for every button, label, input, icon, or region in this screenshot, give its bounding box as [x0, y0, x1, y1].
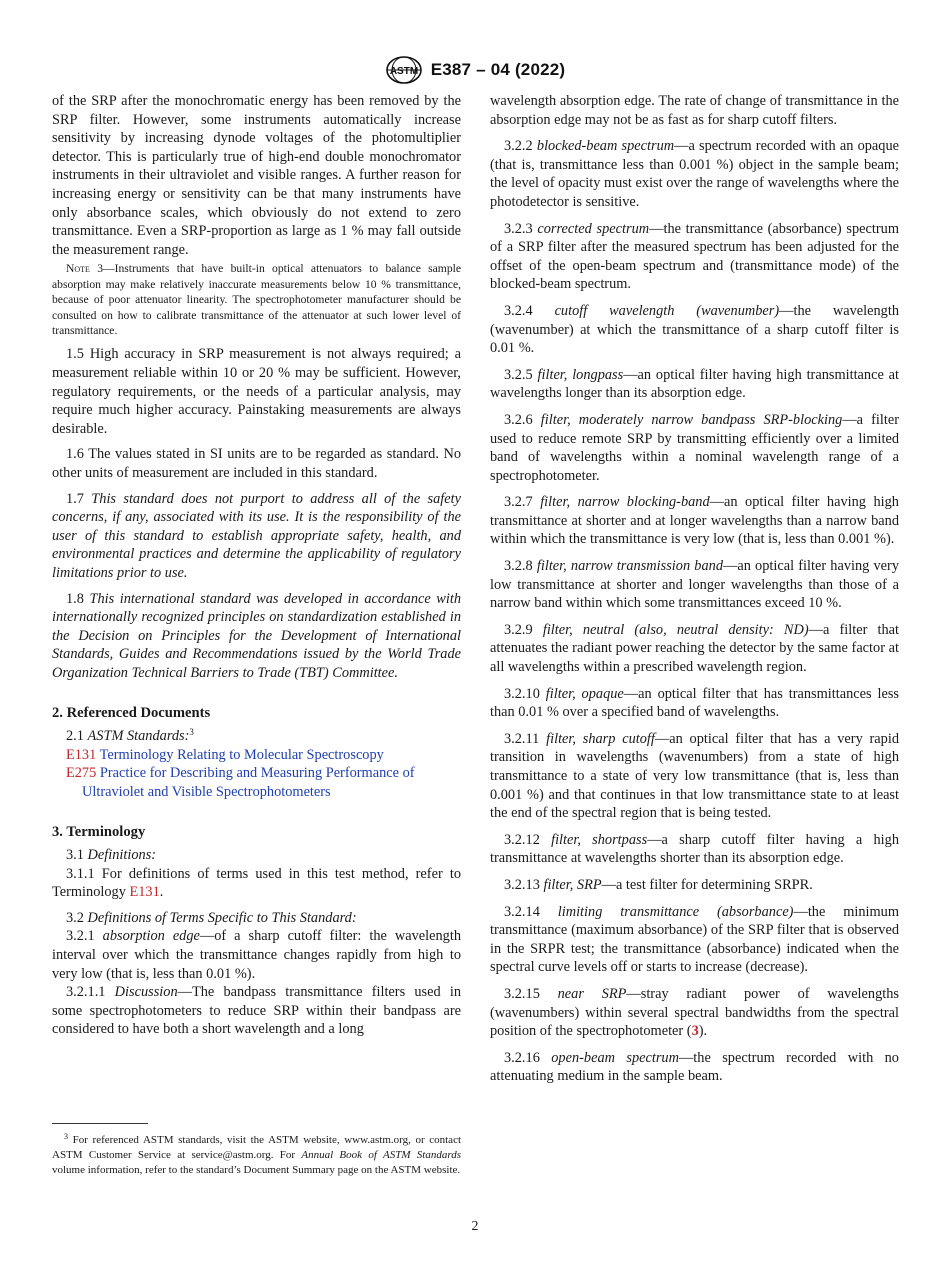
section-1-5: 1.5 High accuracy in SRP measurement is not always required; a measurement reliable within 10 or 20 % may be sufficient. However, regulatory requirements, or the needs of a particular analysis, may require much higher accuracy. Painstaking measurements are always desirable. [52, 346, 461, 437]
logo-text: ASTM [389, 66, 418, 77]
discussion-label: Discussion [114, 984, 178, 1001]
definition-term: absorption edge [102, 928, 200, 945]
section-3-1-1 [52, 865, 461, 902]
note-3 [52, 261, 461, 338]
definition-number: 3.2.6 [504, 411, 533, 428]
reference-link-e275[interactable] [52, 764, 461, 801]
definition-term: near SRP [557, 985, 627, 1002]
definition-term: filter, SRP [543, 876, 602, 893]
definition-number: 3.2.2 [504, 138, 533, 155]
definition-3-2-3 [490, 220, 899, 294]
definition-3-2-4 [490, 302, 899, 358]
definition-term: filter, opaque [545, 685, 624, 702]
definition-text: —of a sharp cutoff filter: the wavelength interval over which the transmittance changes rapidly from high to very low (that is, less than 0.01 %). [52, 928, 461, 982]
citation-link[interactable]: 3 [691, 1023, 699, 1040]
section-3-1-1-text: 3.1.1 For definitions of terms used in this test method, refer to Terminology [52, 865, 461, 901]
terminology-link-e131[interactable]: E131 [129, 884, 160, 901]
definition-3-2-8 [490, 557, 899, 613]
definition-3-2-2 [490, 137, 899, 211]
definition-number: 3.2.15 [504, 985, 540, 1002]
definition-term: limiting transmittance (absorbance) [557, 903, 794, 920]
section-1-8 [52, 590, 461, 683]
section-1-6: 1.6 The values stated in SI units are to be regarded as standard. No other units of measurement are included in this standard. [52, 446, 461, 481]
definition-term: filter, moderately narrow bandpass SRP-blocking [540, 411, 843, 428]
reference-title[interactable]: Terminology Relating to Molecular Spectroscopy [99, 746, 384, 763]
definition-text: —an optical filter that has a very rapid transition in wavelengths (wavenumbers) from a state of high transmittance to a state of very low transmittance (that is, less than 0.001 %) and that continues in that low transmittance state to at least the end of the spectral region that is being tested. [490, 730, 899, 822]
definition-3-2-13 [490, 876, 899, 895]
section-2-1 [52, 727, 461, 746]
heading-referenced-documents: 2. Referenced Documents [52, 705, 211, 722]
definition-3-2-12 [490, 831, 899, 868]
definition-number: 3.2.13 [504, 876, 540, 893]
definition-3-2-6 [490, 411, 899, 485]
section-3-1 [52, 846, 461, 865]
definition-term: filter, shortpass [551, 831, 648, 848]
definition-term: filter, longpass [537, 366, 624, 383]
section-number: 3.1 [66, 847, 84, 864]
definition-number: 3.2.9 [504, 621, 533, 638]
definition-text: —a spectrum recorded with an opaque (that is, transmittance less than 0.001 %) object in the sample beam; the level of opacity must exist over the range of wavelengths where the photodetector is sensitive. [490, 138, 899, 210]
definition-text: —a test filter for determining SRPR. [601, 876, 813, 893]
footnote-divider [52, 1123, 148, 1124]
footnote-3 [52, 1133, 461, 1177]
definitions-list [490, 137, 899, 977]
discussion-text: —The bandpass transmittance filters used in some spectrophotometers to reduce SRP within their bandpass are considered to have both a short wavelength and a long [52, 984, 461, 1038]
astm-logo-icon [385, 55, 423, 85]
definition-number: 3.2.11 [504, 730, 540, 747]
definition-number: 3.2.10 [504, 685, 540, 702]
definition-number: 3.2.1 [66, 928, 95, 945]
heading-terminology: 3. Terminology [52, 824, 146, 841]
definition-3-2-15 [490, 985, 899, 1041]
reference-id[interactable]: E275 [66, 765, 97, 782]
definition-3-2-7 [490, 493, 899, 549]
note-text: —Instruments that have built-in optical attenuators to balance sample absorption may make relatively inaccurate measurements below 10 % transmittance, because of poor attenuator linearity. The spectrophotometer manufacturer should be consulted on how to calibrate transmittance of the attenuator at such lower level of transmittance. [52, 262, 461, 337]
section-number: 2.1 [66, 728, 84, 745]
standard-title: E387 – 04 (2022) [430, 60, 566, 79]
definition-number: 3.2.7 [504, 494, 533, 511]
definition-term: filter, sharp cutoff [546, 730, 655, 747]
definition-number: 3.2.16 [504, 1049, 540, 1066]
section-number: 1.8 [66, 590, 84, 607]
section-3-1-title: Definitions: [87, 847, 157, 864]
definition-text: —a filter used to reduce remote SRP by transmitting efficiently over a limited band of wavelengths within a nominal wavelength range of a spectrophotometer. [490, 411, 900, 484]
definition-text: —an optical filter having very low transmittance at shorter and longer wavelengths than those of a narrow band within which some transmittances exceed 10 %. [490, 558, 899, 612]
page-header [0, 56, 950, 84]
definition-number: 3.2.4 [504, 302, 533, 319]
section-3-2 [52, 909, 461, 928]
section-number: 1.7 [66, 490, 84, 507]
definition-3-2-14 [490, 903, 899, 977]
definition-number: 3.2.1.1 [66, 984, 106, 1001]
definition-number: 3.2.3 [504, 220, 533, 237]
definition-3-2-16 [490, 1049, 899, 1086]
definition-text: —an optical filter having high transmittance at wavelengths longer than its absorption edge. [490, 366, 899, 402]
reference-title[interactable]: Practice for Describing and Measuring Performance of Ultraviolet and Visible Spectrophotometers [82, 765, 415, 800]
paragraph-continuation: of the SRP after the monochromatic energy has been removed by the SRP filter. However, some instruments automatically increase sensitivity by increasing dynode voltages of the photomultiplier detector. This is particularly true of high-end double monochromator instruments in their ultraviolet and visible ranges. A further reason for increasing energy or sensitivity can be that many instruments have only absorbance scales, which obviously do not extend to zero transmittance. Even a SRP-proportion as large as 1 % may fall outside the measurement range. [52, 93, 461, 258]
footnote-italic: Annual Book of ASTM Standards [301, 1148, 461, 1161]
left-column [52, 92, 461, 1039]
footnote-ref[interactable]: 3 [189, 727, 194, 738]
definition-term: filter, narrow blocking-band [540, 494, 710, 511]
footnote-text-a: For referenced ASTM standards, visit the ASTM website, www.astm.org, or contact ASTM Customer Service at service@astm.org. For [52, 1134, 462, 1161]
definition-term: blocked-beam spectrum [536, 138, 675, 155]
definition-text: —a sharp cutoff filter having a high transmittance at wavelengths shorter than its absorption edge. [490, 831, 899, 867]
punctuation: . [159, 884, 164, 901]
definition-3-2-10 [490, 685, 899, 722]
definition-3-2-1 [52, 927, 461, 983]
page-number: 2 [471, 1219, 479, 1234]
definition-text: —stray radiant power of wavelengths (wavenumbers) within several spectral bandwidths from the spectral position of the spectrophotometer ( [490, 985, 899, 1040]
punctuation: ). [698, 1023, 708, 1040]
definition-3-2-5 [490, 366, 899, 403]
definition-term: open-beam spectrum [551, 1049, 679, 1066]
footnote-number: 3 [64, 1132, 68, 1141]
definition-3-2-11 [490, 730, 899, 823]
definition-term: corrected spectrum [537, 220, 650, 237]
footnote-text-b: volume information, refer to the standard’s Document Summary page on the ASTM website. [52, 1163, 461, 1176]
note-label: Note 3 [66, 262, 104, 276]
reference-link-e131[interactable] [52, 746, 461, 765]
definition-text: —the transmittance (absorbance) spectrum of a SRP filter after the measured spectrum has been adjusted for the offset of the open-beam spectrum and (transmittance mode) of the blocked-beam spectrum. [490, 220, 899, 293]
definition-term: filter, narrow transmission band [536, 558, 723, 575]
definition-text: —the wavelength (wavenumber) at which the transmittance of a sharp cutoff filter is 0.01 %. [490, 302, 899, 357]
definition-number: 3.2.14 [504, 903, 540, 920]
definition-3-2-9 [490, 621, 899, 677]
paragraph-continuation: wavelength absorption edge. The rate of change of transmittance in the absorption edge may not be as fast as for sharp cutoff filters. [490, 93, 899, 128]
section-1-7-text: This standard does not purport to address all of the safety concerns, if any, associated with its use. It is the responsibility of the user of this standard to establish appropriate safety, health, and environmental practices and determine the applicability of regulatory limitations prior to use. [52, 490, 461, 581]
definition-text: —the spectrum recorded with no attenuating medium in the sample beam. [490, 1049, 899, 1085]
section-3-2-title: Definitions of Terms Specific to This Standard: [87, 909, 357, 926]
definition-text: —a filter that attenuates the radiant power reaching the detector by the same factor at all wavelengths within a prescribed wavelength region. [490, 621, 899, 676]
reference-id[interactable]: E131 [66, 746, 97, 763]
definition-text: —an optical filter that has transmittances less than 0.01 % over a specified band of wavelengths. [490, 685, 899, 721]
section-2-1-title: ASTM Standards: [87, 728, 190, 745]
discussion-3-2-1-1 [52, 983, 461, 1039]
definition-text: —an optical filter having high transmittance at shorter and at longer wavelengths than a narrow band within which the transmittance is very low (that is, less than 0.001 %). [490, 494, 899, 548]
section-1-8-text: This international standard was developed in accordance with internationally recognized principles on standardization established in the Decision on Principles for the Development of International Standards, Guides and Recommendations issued by the World Trade Organization Technical Barriers to Trade (TBT) Committee. [52, 590, 461, 681]
definition-term: cutoff wavelength (wavenumber) [554, 302, 780, 319]
section-number: 3.2 [66, 909, 84, 926]
definition-number: 3.2.8 [504, 558, 533, 575]
definition-text: —the minimum transmittance (maximum absorbance) of the SRP filter that is observed in the SRPR test; the transmittance (absorbance) indicated when the spectral curve levels off or starts to increase (decrease). [490, 903, 899, 976]
definition-number: 3.2.12 [504, 831, 540, 848]
right-column [490, 92, 899, 1086]
section-1-7 [52, 490, 461, 583]
definition-term: filter, neutral (also, neutral density: ND) [542, 621, 809, 638]
definition-number: 3.2.5 [504, 366, 533, 383]
